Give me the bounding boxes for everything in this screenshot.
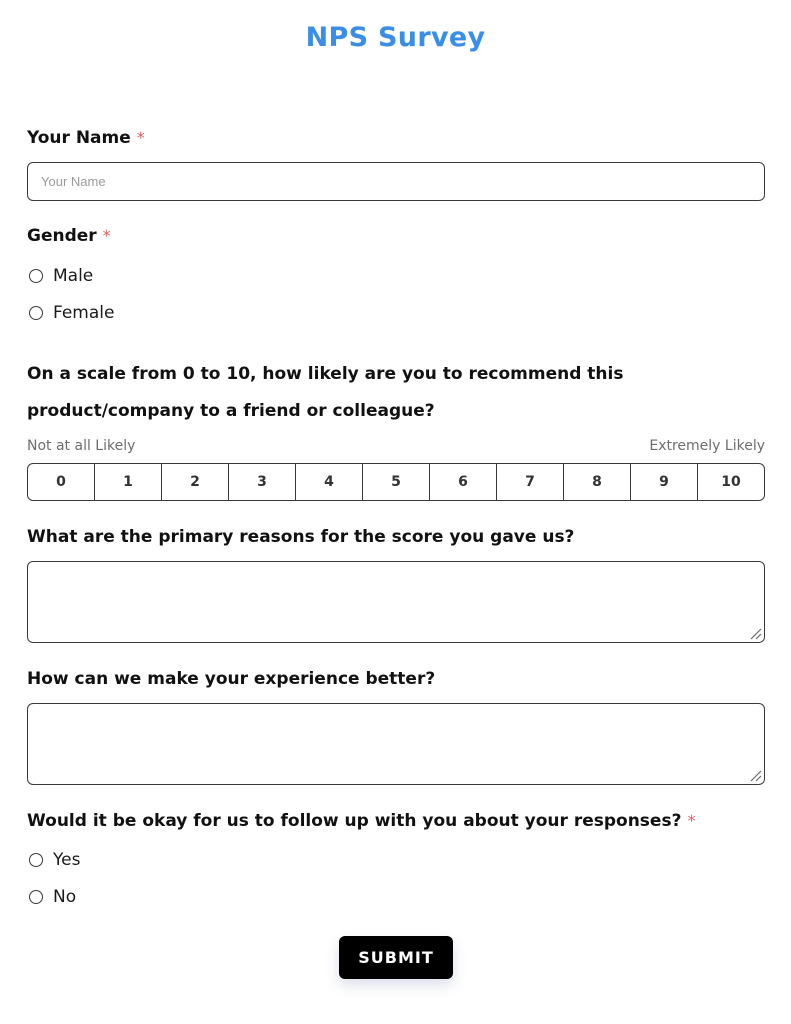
radio-circle-icon[interactable] bbox=[29, 890, 43, 904]
improve-question: How can we make your experience better? bbox=[27, 669, 436, 689]
nps-score-7[interactable]: 7 bbox=[497, 464, 564, 500]
name-label bbox=[27, 128, 145, 148]
nps-score-5[interactable]: 5 bbox=[363, 464, 430, 500]
radio-circle-icon[interactable] bbox=[29, 306, 43, 320]
nps-score-10[interactable]: 10 bbox=[721, 474, 741, 490]
radio-circle-icon[interactable] bbox=[29, 853, 43, 867]
reasons-textarea[interactable] bbox=[27, 561, 765, 643]
follow-up-option-yes[interactable] bbox=[29, 849, 80, 871]
radio-circle-icon[interactable] bbox=[29, 269, 43, 283]
scale-low-label: Not at all Likely bbox=[27, 438, 136, 454]
nps-score-0[interactable]: 0 bbox=[28, 464, 95, 500]
scale-high-label: Extremely Likely bbox=[649, 438, 765, 454]
follow-up-question: Would it be okay for us to follow up with you about your responses? bbox=[27, 811, 682, 831]
reasons-question: What are the primary reasons for the score you gave us? bbox=[27, 527, 575, 547]
gender-option-female[interactable] bbox=[29, 302, 114, 324]
gender-label bbox=[27, 226, 111, 246]
required-marker: * bbox=[102, 226, 111, 245]
nps-score-8[interactable]: 8 bbox=[564, 464, 631, 500]
submit-button[interactable]: SUBMIT bbox=[339, 936, 453, 979]
gender-option-label: Male bbox=[53, 266, 94, 286]
nps-score-6[interactable]: 6 bbox=[430, 464, 497, 500]
resize-handle-icon[interactable] bbox=[748, 626, 762, 640]
name-input[interactable] bbox=[27, 162, 765, 201]
nps-score-3[interactable]: 3 bbox=[229, 464, 296, 500]
nps-score-2[interactable]: 2 bbox=[162, 464, 229, 500]
nps-score-4[interactable]: 4 bbox=[296, 464, 363, 500]
follow-up-option-label: Yes bbox=[53, 850, 81, 870]
gender-label-text: Gender bbox=[27, 226, 97, 246]
required-marker: * bbox=[687, 811, 696, 830]
form-title: NPS Survey bbox=[305, 22, 486, 53]
required-marker: * bbox=[136, 128, 145, 147]
name-label-text: Your Name bbox=[27, 128, 131, 148]
nps-score-9[interactable]: 9 bbox=[631, 464, 698, 500]
follow-up-label bbox=[27, 811, 695, 831]
follow-up-option-label: No bbox=[53, 887, 77, 907]
nps-score-1[interactable]: 1 bbox=[95, 464, 162, 500]
gender-option-label: Female bbox=[53, 303, 115, 323]
resize-handle-icon[interactable] bbox=[748, 768, 762, 782]
gender-option-male[interactable] bbox=[29, 265, 93, 287]
nps-scale bbox=[27, 463, 765, 501]
recommend-question: On a scale from 0 to 10, how likely are you to recommend this product/company to a friend or colleague? bbox=[27, 364, 624, 421]
improve-textarea[interactable] bbox=[27, 703, 765, 785]
follow-up-option-no[interactable] bbox=[29, 886, 76, 908]
